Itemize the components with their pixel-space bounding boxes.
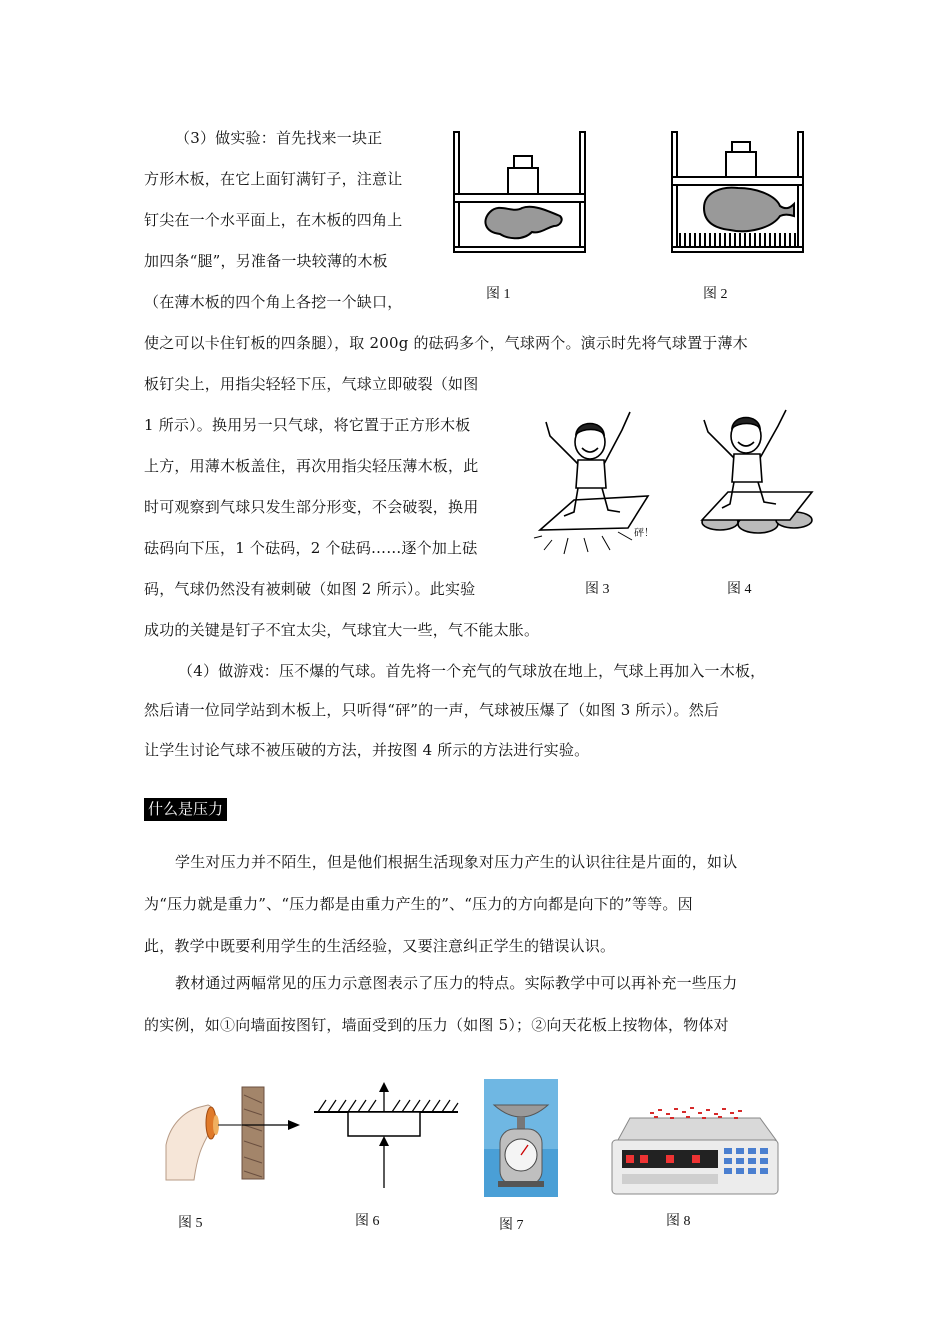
- figure-8-electronic-scale-image: [610, 1104, 780, 1200]
- paragraph-line: （4）做游戏：压不爆的气球。首先将一个充气的气球放在地上，气球上再加入一木板，: [178, 662, 766, 680]
- paragraph-line: 的实例，如①向墙面按图钉，墙面受到的压力（如图 5）；②向天花板上按物体，物体对: [144, 1016, 729, 1034]
- paragraph-line: 让学生讨论气球不被压破的方法，并按图 4 所示的方法进行实验。: [144, 741, 590, 759]
- paragraph-line: 上方，用薄木板盖住，再次用指尖轻压薄木板，此: [144, 457, 479, 475]
- paragraph-line: 此，教学中既要利用学生的生活经验，又要注意纠正学生的错误认识。: [144, 937, 616, 955]
- figure-2-nail-board-illustration: [668, 130, 808, 255]
- figure-8-caption: 图 8: [666, 1214, 691, 1229]
- figure-3-boy-on-board-illustration: [532, 400, 662, 560]
- figure-3-caption: 图 3: [585, 582, 610, 597]
- figure-1-nail-board-illustration: [450, 130, 590, 255]
- paragraph-line: 方形木板，在它上面钉满钉子，注意让: [144, 170, 403, 188]
- section-heading: 什么是压力: [144, 798, 227, 821]
- bang-text: 砰！: [634, 528, 654, 539]
- figure-4-caption: 图 4: [727, 582, 752, 597]
- figure-4-boy-on-board-illustration: [694, 400, 824, 540]
- figure-5-caption: 图 5: [178, 1216, 203, 1231]
- figure-2-caption: 图 2: [703, 287, 728, 302]
- paragraph-line: （3）做实验：首先找来一块正: [175, 129, 383, 147]
- paragraph-line: 教材通过两幅常见的压力示意图表示了压力的特点。实际教学中可以再补充一些压力: [175, 974, 738, 992]
- paragraph-line: 板钉尖上，用指尖轻轻下压，气球立即破裂（如图: [144, 375, 479, 393]
- paragraph-line: 成功的关键是钉子不宜太尖，气球宜大一些，气不能太胀。: [144, 621, 540, 639]
- figure-6-ceiling-force-diagram: [312, 1082, 462, 1192]
- paragraph-line: 1 所示）。换用另一只气球，将它置于正方形木板: [144, 416, 471, 434]
- paragraph-line: 加四条“腿”，另准备一块较薄的木板: [144, 252, 388, 270]
- paragraph-line: 为“压力就是重力”、“压力都是由重力产生的”、“压力的方向都是向下的”等等。因: [144, 895, 693, 913]
- paragraph-line: 钉尖在一个水平面上，在木板的四角上: [144, 211, 403, 229]
- paragraph-line: 砝码向下压，1 个砝码，2 个砝码……逐个加上砝: [144, 539, 478, 557]
- paragraph-line: 码，气球仍然没有被刺破（如图 2 所示）。此实验: [144, 580, 476, 598]
- figure-7-caption: 图 7: [499, 1218, 524, 1233]
- paragraph-line: 然后请一位同学站到木板上，只听得“砰”的一声，气球被压爆了（如图 3 所示）。然后: [144, 701, 720, 719]
- figure-6-caption: 图 6: [355, 1214, 380, 1229]
- figure-7-spring-scale-image: [484, 1079, 558, 1197]
- figure-5-thumbtack-illustration: [164, 1085, 300, 1180]
- paragraph-line: 学生对压力并不陌生，但是他们根据生活现象对压力产生的认识往往是片面的，如认: [175, 853, 738, 871]
- figure-1-caption: 图 1: [486, 287, 511, 302]
- paragraph-line: 使之可以卡住钉板的四条腿），取 200g 的砝码多个，气球两个。演示时先将气球置于薄木: [144, 334, 748, 352]
- paragraph-line: 时可观察到气球只发生部分形变，不会破裂，换用: [144, 498, 479, 516]
- paragraph-line: （在薄木板的四个角上各挖一个缺口，: [144, 293, 403, 311]
